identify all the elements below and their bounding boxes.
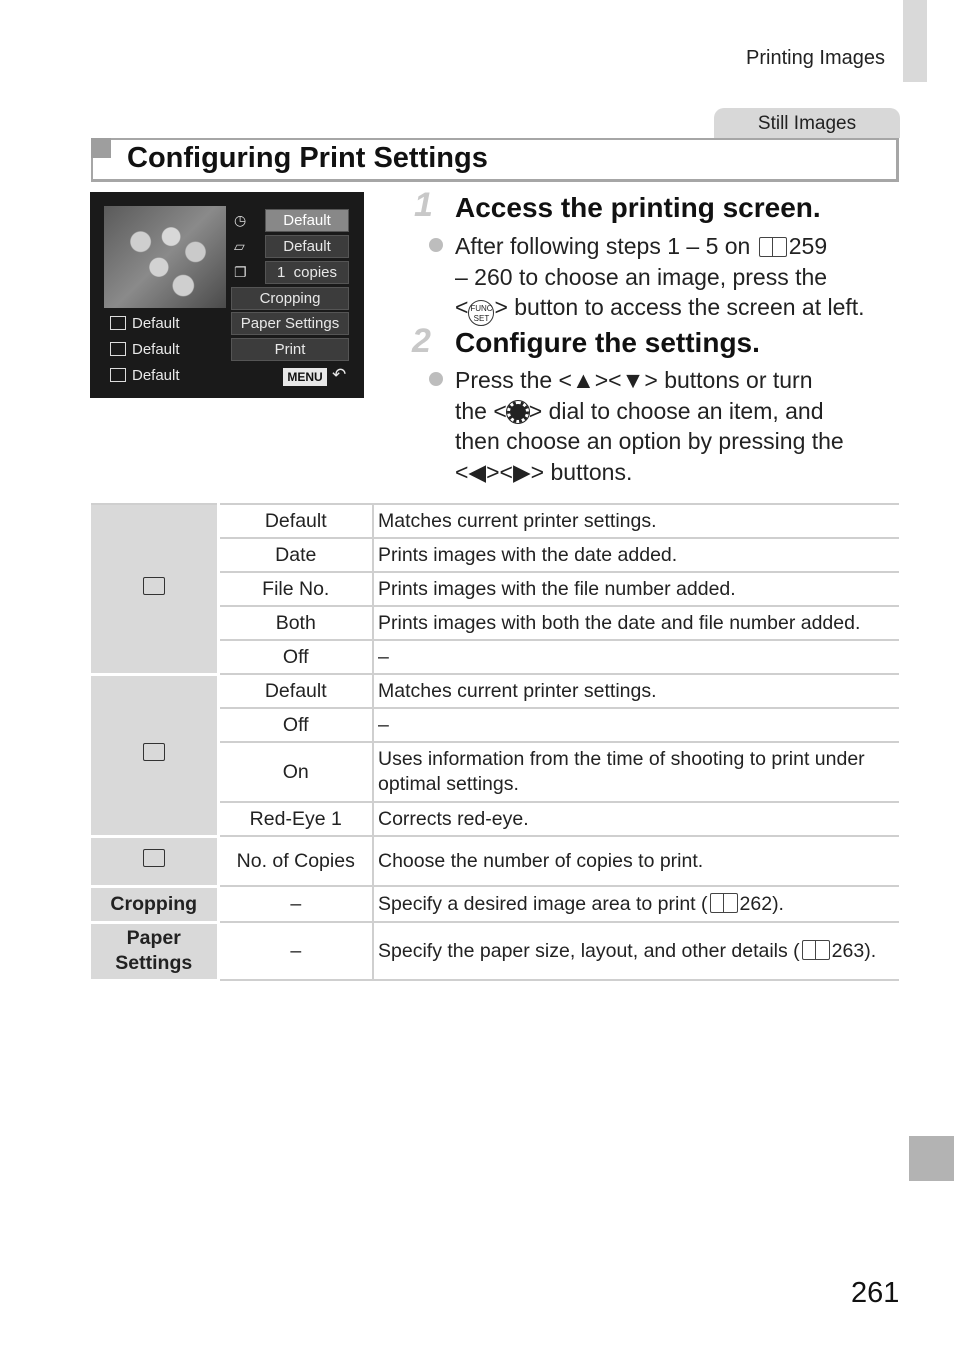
book-icon bbox=[802, 940, 830, 960]
still-images-tab: Still Images bbox=[714, 108, 900, 138]
table-row: Off – bbox=[91, 640, 899, 674]
table-row: Cropping – Specify a desired image area to print ( 262). bbox=[91, 886, 899, 922]
table-row: Date Prints images with the date added. bbox=[91, 538, 899, 572]
step-number: 1 bbox=[414, 186, 433, 224]
cam-left-item: Default bbox=[110, 315, 180, 332]
bullet-icon bbox=[429, 372, 443, 386]
step-title: Access the printing screen. bbox=[455, 192, 821, 223]
page-number: 261 bbox=[851, 1277, 900, 1309]
table-row: Paper Settings – Specify the paper size, layout, and other details ( 263). bbox=[91, 922, 899, 980]
copies-icon: ❐ bbox=[234, 264, 247, 280]
camera-screen bbox=[90, 192, 364, 398]
step-number: 2 bbox=[412, 322, 431, 360]
step-text: After following steps 1 – 5 on 259 – 260 to choose an image, press the < FUNC SET > button to access the screen at left. bbox=[455, 231, 895, 326]
image-icon: ▱ bbox=[234, 238, 245, 254]
cam-option-paper: Paper Settings bbox=[231, 312, 349, 335]
book-icon bbox=[710, 893, 738, 913]
image-group-cell bbox=[91, 674, 218, 836]
cam-option-image: Default bbox=[265, 235, 349, 258]
cam-option-print: Print bbox=[231, 338, 349, 361]
func-set-icon: FUNC SET bbox=[468, 300, 494, 326]
side-tab-index bbox=[909, 1136, 954, 1181]
table-row: Default Matches current printer settings. bbox=[91, 504, 899, 538]
cam-option-cropping: Cropping bbox=[231, 287, 349, 310]
cam-left-item: Default bbox=[110, 367, 180, 384]
image-optimize-icon bbox=[143, 743, 165, 761]
paper-icon bbox=[110, 368, 126, 382]
table-row: On Uses information from the time of shooting to print under optimal settings. bbox=[91, 742, 899, 802]
title-square-icon bbox=[91, 138, 111, 158]
thumbnail-photo bbox=[104, 206, 226, 308]
date-group-cell bbox=[91, 504, 218, 674]
book-icon bbox=[759, 237, 787, 257]
page-title: Configuring Print Settings bbox=[127, 142, 488, 174]
date-print-icon bbox=[143, 577, 165, 595]
cam-option-date: Default bbox=[265, 209, 349, 232]
bullet-icon bbox=[429, 238, 443, 252]
table-row: Default Matches current printer settings. bbox=[91, 674, 899, 708]
cam-left-item: Default bbox=[110, 341, 180, 358]
paper-settings-label: Paper Settings bbox=[91, 922, 218, 980]
side-tab-top bbox=[903, 0, 927, 82]
image-optimize-icon bbox=[110, 342, 126, 356]
menu-label: MENU bbox=[283, 368, 327, 386]
cropping-label: Cropping bbox=[91, 886, 218, 922]
copies-group-cell bbox=[91, 836, 218, 886]
step-title: Configure the settings. bbox=[455, 327, 760, 358]
section-header: Printing Images bbox=[746, 47, 885, 69]
step-text: Press the <▲><▼> buttons or turn the < > dial to choose an item, and then choose an option by pressing the <◀><▶> buttons. bbox=[455, 367, 844, 485]
table-row: No. of Copies Choose the number of copies to print. bbox=[91, 836, 899, 886]
settings-table bbox=[91, 503, 899, 982]
table-row: Off – bbox=[91, 708, 899, 742]
date-icon: ◷ bbox=[234, 212, 247, 228]
back-icon: ↶ bbox=[332, 365, 347, 384]
table-row: File No. Prints images with the file number added. bbox=[91, 572, 899, 606]
cam-option-copies: 1 copies bbox=[265, 261, 349, 284]
table-row: Both Prints images with both the date and file number added. bbox=[91, 606, 899, 640]
date-print-icon bbox=[110, 316, 126, 330]
table-row: Red-Eye 1 Corrects red-eye. bbox=[91, 802, 899, 836]
control-dial-icon bbox=[507, 401, 529, 423]
copies-icon bbox=[143, 849, 165, 867]
